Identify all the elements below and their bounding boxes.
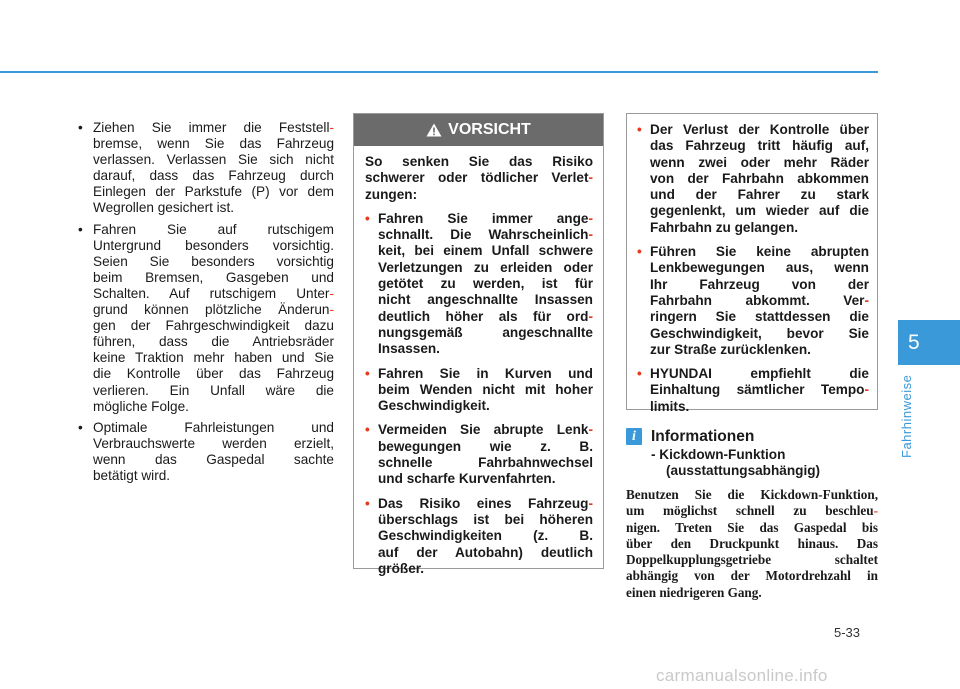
text-line (378, 211, 593, 227)
text-line: beim Bremsen, Gasgeben und (93, 269, 334, 285)
info-body (626, 487, 878, 601)
text-line: keit, bei einem Unfall schwere (378, 243, 593, 259)
hyphen-mark: - (864, 292, 869, 308)
text-line-body: Einhaltung sämtlicher Tempo (650, 382, 865, 398)
text-line: verlieren. Ein Unfall wäre die (93, 382, 334, 398)
text-line: gegenlenkt, um wieder auf die (650, 203, 869, 219)
text-line: ringern Sie stattdessen die (650, 309, 869, 325)
text-line-body: Vermeiden Sie abrupte Lenk (378, 422, 589, 438)
text-line: auf der Autobahn) deutlich (378, 544, 593, 560)
hyphen-mark: - (873, 503, 878, 519)
text-line (378, 422, 593, 438)
text-line: limits. (650, 398, 690, 414)
warning-bullet (365, 366, 593, 415)
text-line: nicht angeschnallte Insassen (378, 292, 593, 308)
text-line: bremse, wenn Sie das Fahrzeug (93, 136, 334, 152)
text-line: Benutzen Sie die Kickdown-Funktion, (626, 487, 878, 502)
text-line (650, 293, 869, 309)
top-rule (0, 71, 878, 73)
warning-title: VORSICHT (448, 121, 531, 138)
text-line: Verletzungen zu erleiden oder (378, 259, 593, 275)
info-subtitle-line1: - Kickdown-Funktion (651, 447, 786, 462)
text-line: betätigt wird. (93, 467, 171, 483)
text-line-body: schnallt. Die Wahrscheinlich (378, 227, 589, 243)
text-line: Geschwindigkeiten (z. B. (378, 528, 593, 544)
text-line: Wegrollen gesichert ist. (93, 200, 235, 216)
text-line: größer. (378, 560, 425, 576)
text-line-body: Fahrbahn abkommt. Ver (650, 292, 865, 308)
text-line: nigen. Treten Sie das Gaspedal bis (626, 519, 878, 535)
hyphen-mark: - (329, 302, 334, 318)
text-line (378, 309, 593, 325)
hyphen-mark: - (588, 227, 593, 243)
text-line: Insassen. (378, 341, 440, 357)
text-line: Geschwindigkeit. (378, 398, 490, 414)
warning-intro (365, 154, 593, 203)
text-line: • HYUNDAI empfiehlt die (650, 366, 869, 382)
warning-body (365, 154, 593, 577)
text-line (93, 120, 334, 136)
text-line: Lenkbewegungen aus, wenn (650, 260, 869, 276)
text-line: zur Straße zurücklenken. (650, 341, 811, 357)
hyphen-mark: - (588, 495, 593, 511)
text-line: gen der Fahrgeschwindigkeit dazu (93, 318, 334, 334)
text-line: getötet zu werden, ist für (378, 276, 593, 292)
text-line: Doppelkupplungsgetriebe schaltet (626, 552, 878, 568)
text-line: wenn zwei oder mehr Räder (650, 154, 869, 170)
text-line: Seien Sie besonders vorsichtig (93, 253, 334, 269)
hyphen-mark: - (588, 210, 593, 226)
text-line: darauf, dass das Fahrzeug durch (93, 168, 334, 184)
text-line (378, 496, 593, 512)
text-line: • Der Verlust der Kontrolle über (650, 122, 869, 137)
text-line: • Führen Sie keine abrupten (650, 244, 869, 260)
text-line: Ihr Fahrzeug von der (650, 276, 869, 292)
chapter-label-wrap (899, 370, 919, 458)
text-line: Fahrbahn zu gelangen. (650, 219, 799, 235)
notice-bullet (637, 122, 869, 236)
text-line (93, 286, 334, 302)
text-line: die Kontrolle über das Fahrzeug (93, 366, 334, 382)
text-line: und scharfe Kurvenfahrten. (378, 471, 556, 487)
warning-bullet (365, 422, 593, 487)
text-line (626, 503, 878, 519)
text-line: Geschwindigkeit, bevor Sie (650, 325, 869, 341)
text-line-body: Schalten. Auf rutschigem Unter (93, 285, 330, 301)
text-line: zungen: (365, 186, 418, 202)
hyphen-mark: - (588, 308, 593, 324)
notice-bullets (637, 122, 869, 415)
text-line (378, 227, 593, 243)
text-line (93, 302, 334, 318)
text-line: So senken Sie das Risiko (365, 154, 593, 169)
warning-bullet (365, 211, 593, 358)
text-line: Untergrund besonders vorsichtig. (93, 237, 334, 253)
notice-box (626, 113, 878, 414)
text-line-body: um möglichst schnell zu beschleu (626, 503, 874, 519)
bullet-item (78, 222, 334, 415)
text-line: beim Wenden nicht mit hoher (378, 381, 593, 397)
text-line (365, 170, 593, 186)
text-line: das Fahrzeug tritt häufig auf, (650, 138, 869, 154)
notice-bullet (637, 244, 869, 358)
watermark: carmanualsonline.info (656, 666, 828, 685)
hyphen-mark: - (588, 422, 593, 438)
text-line: einen niedrigeren Gang. (626, 584, 762, 600)
text-line: abhängig von der Motordrehzahl in (626, 568, 878, 584)
text-line-body: Fahren Sie immer ange (378, 210, 589, 226)
warning-bullet (365, 496, 593, 577)
text-line: keine Traktion mehr haben und Sie (93, 350, 334, 366)
bullet-item (78, 420, 334, 484)
notice-bullet (637, 366, 869, 415)
chapter-tab (898, 320, 960, 365)
hyphen-mark: - (864, 382, 869, 398)
text-line: nungsgemäß angeschnallte (378, 324, 593, 340)
info-icon: i (626, 428, 642, 445)
warning-box (353, 113, 604, 576)
page-number: 5-33 (834, 625, 861, 640)
warning-header (354, 114, 603, 146)
text-line: Einlegen der Parkstufe (P) vor dem (93, 184, 334, 200)
text-line: • Fahren Sie in Kurven und (378, 365, 593, 381)
text-line: überschlags ist bei höheren (378, 511, 593, 527)
warning-triangle-icon (426, 123, 442, 137)
bullet-item (78, 120, 334, 217)
text-line: bewegungen wie z. B. (378, 438, 593, 454)
info-title: Informationen (651, 428, 755, 445)
text-line: • Optimale Fahrleistungen und (93, 419, 334, 435)
text-line-body: schwerer oder tödlicher Verlet (365, 170, 589, 186)
hyphen-mark: - (329, 120, 334, 135)
hyphen-mark: - (588, 170, 593, 186)
warning-bullets (365, 211, 593, 577)
text-line: wenn das Gaspedal sachte (93, 451, 334, 467)
text-line: Verbrauchswerte werden erzielt, (93, 435, 334, 451)
text-line: mögliche Folge. (93, 398, 189, 414)
text-line: verlassen. Verlassen Sie sich nicht (93, 152, 334, 168)
text-line-body: deutlich höher als für ord (378, 308, 589, 324)
text-line: schnelle Fahrbahnwechsel (378, 455, 593, 471)
text-line-body: grund können plötzliche Änderun (93, 302, 330, 318)
text-line: über den Druckpunkt hinaus. Das (626, 535, 878, 551)
text-line-body: Das Risiko eines Fahrzeug (378, 495, 589, 511)
info-subtitle-line2: (ausstattungsabhängig) (666, 463, 821, 479)
text-line: und der Fahrer zu stark (650, 187, 869, 203)
text-line: führen, dass die Antriebsräder (93, 334, 334, 350)
left-column (78, 120, 334, 489)
hyphen-mark: - (329, 285, 334, 301)
info-subtitle (651, 447, 820, 480)
text-line: • Fahren Sie auf rutschigem (93, 221, 334, 237)
chapter-label: Fahrhinweise (899, 374, 914, 458)
text-line: von der Fahrbahn abkommen (650, 170, 869, 186)
text-line-body: Ziehen Sie immer die Feststell (93, 120, 330, 135)
text-line (650, 382, 869, 398)
chapter-number: 5 (908, 330, 920, 354)
